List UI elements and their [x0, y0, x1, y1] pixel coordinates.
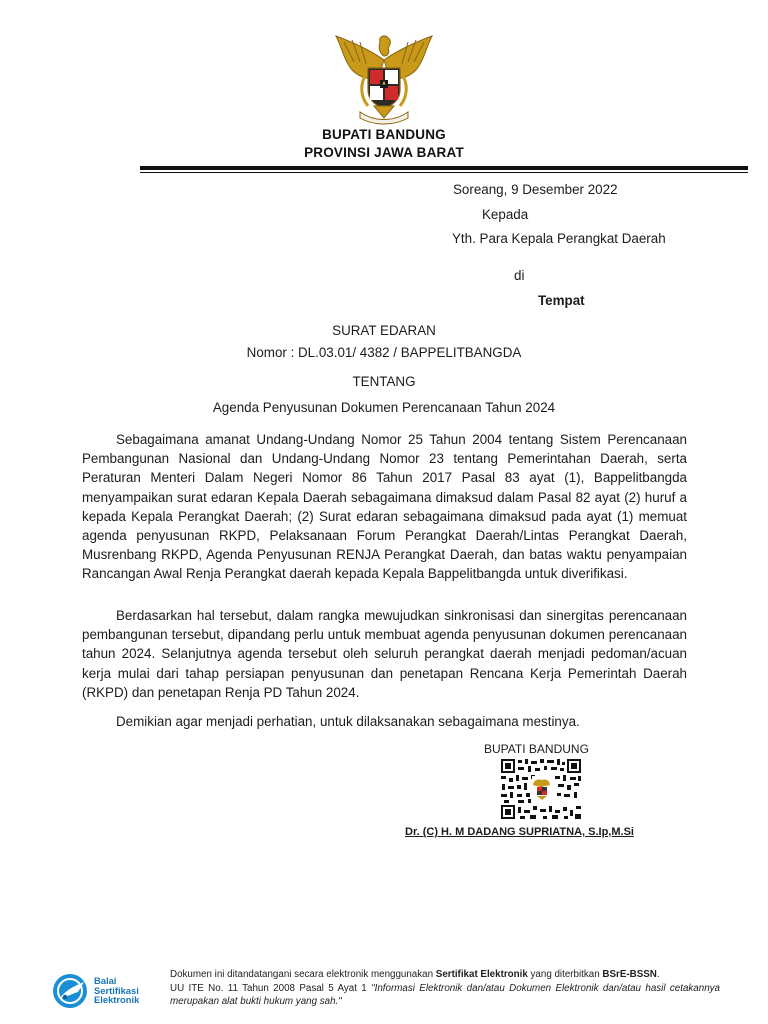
header-rule-thin	[140, 172, 748, 173]
qr-code-icon	[500, 758, 582, 820]
to-label: Kepada	[482, 207, 529, 222]
header-province: PROVINSI JAWA BARAT	[304, 145, 464, 160]
body-paragraph-1: Sebagaimana amanat Undang-Undang Nomor 25 Tahun 2004 tentang Sistem Perencanaan Pembangunan Nasional dan Undang-Undang Nomor 23 tentang Pemerintahan Daerah, serta Peraturan Menteri Dalam Negeri Nomor 86 Tahun 2017 Pasal 83 ayat (1), Bappelitbangda menyampaikan surat edaran Kepala Daerah sebagaimana dimaksud dalam Pasal 82 ayat (2) huruf a kepada Kepala Perangkat Daerah; (2) Surat edaran sebagaimana dimaksud pada ayat (1) memuat agenda penyusunan RKPD, Pelaksanaan Forum Perangkat Daerah/Lintas Perangkat Daerah, Musrenbang RKPD, Agenda Penyusunan RENJA Perangkat Daerah, dan batas waktu penyampaian Rancangan Awal Renja Perangkat daerah kepada Kepala Bappelitbangda untuk diverifikasi.	[82, 432, 687, 582]
letter-number: Nomor : DL.03.01/ 4382 / BAPPELITBANGDA	[246, 345, 522, 360]
letter-subject: Agenda Penyusunan Dokumen Perencanaan Tahun 2024	[212, 400, 556, 415]
di-label: di	[514, 268, 525, 283]
letter-type: SURAT EDARAN	[332, 323, 436, 338]
bsre-logo-icon	[52, 972, 160, 1010]
signature-title: BUPATI BANDUNG	[484, 742, 589, 756]
header-rule-thick	[140, 166, 748, 170]
bsre-logo-line-3: Elektronik	[94, 994, 140, 1006]
body-closing: Demikian agar menjadi perhatian, untuk dilaksanakan sebagaimana mestinya.	[116, 714, 580, 729]
garuda-emblem-icon	[330, 32, 438, 128]
footer-text: Dokumen ini ditandatangani secara elektronik menggunakan Sertifikat Elektronik yang diterbitkan BSrE-BSSN. UU ITE No. 11 Tahun 2008 Pasal 5 Ayat 1 "Informasi Elektronik dan/atau Dokumen Elektronik dan/atau hasil cetakannya merupakan alat bukti hukum yang sah."	[170, 969, 720, 1008]
bsre-logo-line-1: Balai	[94, 975, 117, 986]
about-label: TENTANG	[352, 374, 416, 389]
body-paragraph-2: Berdasarkan hal tersebut, dalam rangka mewujudkan sinkronisasi dan sinergitas perencanaan pembangunan tersebut, dipandang perlu untuk membuat agenda penyusunan dokumen perencanaan tahun 2024. Selanjutnya agenda tersebut oleh seluruh perangkat daerah menjadi pedoman/acuan kerja mulai dari tahap persiapan penyusunan dan penetapan Rencana Kerja Pemerintah Daerah (RKPD) dan penetapan Renja PD Tahun 2024.	[82, 608, 687, 700]
recipient: Yth. Para Kepala Perangkat Daerah	[452, 231, 666, 246]
place-label: Tempat	[538, 293, 585, 308]
place-date: Soreang, 9 Desember 2022	[453, 182, 618, 197]
header-title: BUPATI BANDUNG	[322, 127, 446, 142]
signer-name: Dr. (C) H. M DADANG SUPRIATNA, S.Ip,M.Si	[405, 826, 634, 838]
bsre-logo-line-2: Sertifikasi	[94, 984, 139, 996]
